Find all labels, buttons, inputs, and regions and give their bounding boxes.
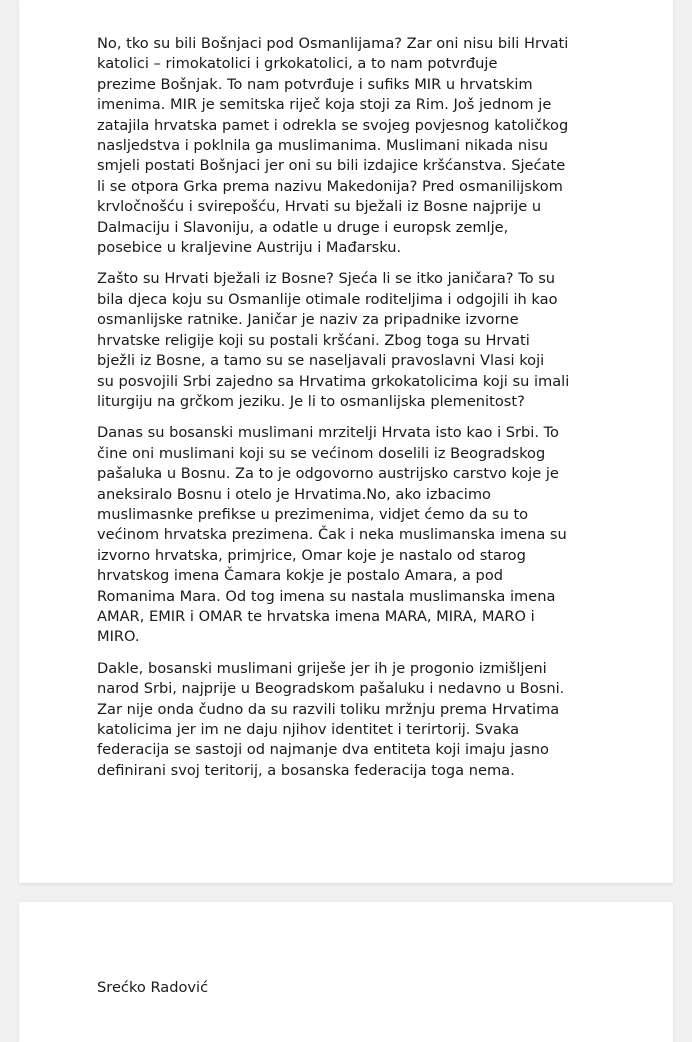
paragraph-3: Danas su bosanski muslimani mrzitelji Hrvata isto kao i Srbi. To čine oni muslimani koji su se većinom doselili iz Beogradskog pašaluka u Bosnu. Za to je odgovorno austrijsko carstvo koje je aneksiralo Bosnu i otelo je Hrvatima.No, ako izbacimo muslimasnke prefikse u prezimenima, vidjet ćemo da su to većinom hrvatska prezimena. Čak i neka muslimanska imena su izvorno hrvatska, primjrice, Omar koje je nastalo od starog hrvatskog imena Čamara kokje je postalo Amara, a pod Romanima Mara. Od tog imena su nastala muslimanska imena AMAR, EMIR i OMAR te hrvatska imena MARA, MIRA, MARO i MIRO. bbox=[97, 424, 567, 646]
paragraph-1: No, tko su bili Bošnjaci pod Osmanlijama? Zar oni nisu bili Hrvati katolici – rimokatolici i grkokatolici, a to nam potvrđuje prezime Bošnjak. To nam potvrđuje i sufiks MIR u hrvatskim imenima. MIR je semitska riječ koja stoji za Rim. Još jednom je zatajila hrvatska pamet i odrekla se svojeg povjesnog katoličkog nasljedstva i poklnila ga muslimanima. Muslimani nikada nisu smjeli postati Bošnjaci jer oni su bili izdajice kršćanstva. Sjećate li se otpora Grka prema nazivu Makedonija? Pred osmanilijskom krvločnošću i svirepošću, Hrvati su bježali iz Bosne najprije u Dalmaciju i Slavoniju, a odatle u druge i europsk zemlje, posebice u kraljevine Austriju i Mađarsku. bbox=[97, 35, 569, 257]
author-name: Srećko Radović bbox=[97, 979, 209, 996]
document-page-2 bbox=[19, 902, 673, 1042]
document-page-1 bbox=[19, 0, 673, 883]
paragraph-2: Zašto su Hrvati bježali iz Bosne? Sjeća li se itko janičara? To su bila djeca koju su Osmanlije otimale roditeljima i odgojili ih kao osmanlijske ratnike. Janičar je naziv za pripadnike izvorne hrvatske religije koji su postali kršćani. Zbog toga su Hrvati bježli iz Bosne, a tamo su se naseljavali pravoslavni Vlasi koji su posvojili Srbi zajedno sa Hrvatima grkokatolicima koji su imali liturgiju na grčkom jeziku. Je li to osmanlijska plemenitost? bbox=[97, 270, 570, 410]
paragraph-4: Dakle, bosanski muslimani griješe jer ih je progonio izmišljeni narod Srbi, najprije u Beogradskom pašaluku i nedavno u Bosni. Zar nije onda čudno da su razvili toliku mržnju prema Hrvatima katolicima jer im ne daju njihov identitet i terirtorij. Svaka federacija se sastoji od najmanje dva entiteta koji imaju jasno definirani svoj teritorij, a bosanska federacija toga nema. bbox=[97, 659, 565, 779]
